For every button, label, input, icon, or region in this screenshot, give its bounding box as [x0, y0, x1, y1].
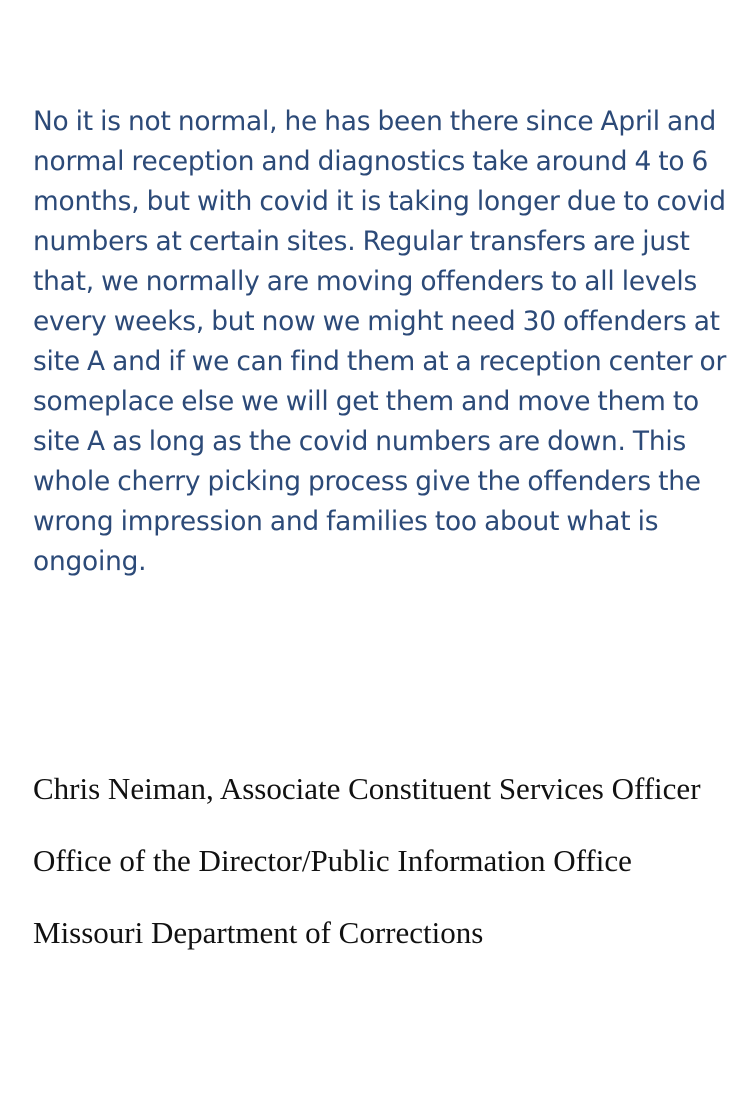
email-signature: [33, 768, 723, 954]
signature-department: Missouri Department of Corrections: [33, 915, 484, 950]
signature-office: Office of the Director/Public Information Office: [33, 843, 632, 878]
message-body: No it is not normal, he has been there since April and normal reception and diagnostics take around 4 to 6 months, but with covid it is taking longer due to covid numbers at certain sites. Regular transfers are just that, we normally are moving offenders to all levels every weeks, but now we might need 30 offenders at site A and if we can find them at a reception center or someplace else we will get them and move them to site A as long as the covid numbers are down. This whole cherry picking process give the offenders the wrong impression and families too about what is ongoing.: [33, 106, 727, 577]
signature-name-title: Chris Neiman, Associate Constituent Services Officer: [33, 771, 701, 806]
